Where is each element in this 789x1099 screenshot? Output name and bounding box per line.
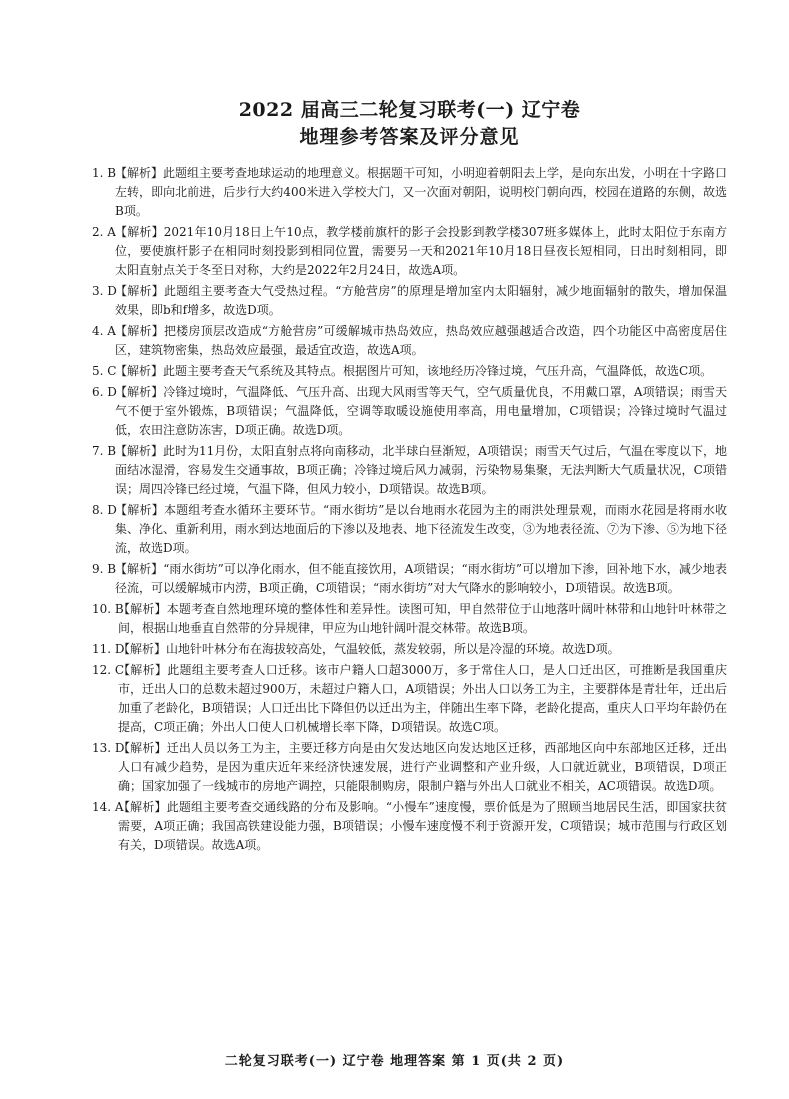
- answer-number: 10. B: [92, 602, 124, 616]
- answer-item-3: [92, 282, 727, 320]
- answer-item-1: [92, 164, 727, 221]
- document-subtitle: 地理参考答案及评分意见: [299, 126, 520, 148]
- answer-text: 【解析】此题组主要考查人口迁移。该市户籍人口超3000万，多于常住人口，是人口迁出区，可推断是我国重庆市，迁出人口的总数未超过900万，未超过户籍人口，A项错误；外出人口以务工为主，主要群体是青壮年，迁出后加重了老龄化，B项错误；人口迁出比下降但仍以迁出为主，伴随出生率下降，老龄化提高，重庆人口平均年龄仍在提高，C项正确；外出人口使人口机械增长率下降，D项错误。故选C项。: [118, 663, 727, 734]
- answer-text: 【解析】冷锋过境时，气温降低、气压升高、出现大风雨雪等天气，空气质量优良，不用戴口罩，A项错误；雨雪天气不便于室外锻炼，B项错误；气温降低，空调等取暖设施使用率高，用电量增加，C项错误；冷锋过境时气温过低，农田注意防冻害，D项正确。故选D项。: [115, 385, 727, 437]
- answer-item-8: [92, 501, 727, 558]
- answer-number: 6. D: [92, 385, 117, 399]
- answer-item-14: [92, 798, 727, 855]
- answer-item-10: [92, 600, 727, 638]
- answer-number: 12. C: [92, 663, 125, 677]
- answer-number: 13. D: [92, 741, 125, 755]
- answer-text: 【解析】此题主要考查天气系统及其特点。根据图片可知，该地经历冷锋过境，气压升高，气温降低，故选C项。: [115, 364, 713, 378]
- answer-list: [92, 164, 727, 855]
- answer-text: 【解析】迁出人员以务工为主，主要迁移方向是由欠发达地区向发达地区迁移，西部地区向中东部地区迁移，迁出人口有减少趋势，是因为重庆近年来经济快速发展，进行产业调整和产业升级，人口就近就业，B项错误，D项正确；国家加强了一线城市的房地产调控，只能限制购房，限制户籍与外出人口就业不相关，AC项错误。故选D项。: [118, 741, 727, 793]
- answer-item-7: [92, 442, 727, 499]
- answer-text: 【解析】此题组主要考查地球运动的地理意义。根据题干可知，小明迎着朝阳去上学，是向东出发，小明在十字路口左转，即向北前进，后步行大约400米进入学校大门，又一次面对朝阳，说明校门朝向西，校园在道路的东侧，故选B项。: [115, 166, 728, 218]
- answer-text: 【解析】2021年10月18日上午10点，教学楼前旗杆的影子会投影到教学楼307班多媒体上，此时太阳位于东南方位，要使旗杆影子在相同时刻投影到相同位置，需要另一天和2021年10月18日昼夜长短相同，日出时刻相同，即太阳直射点关于冬至日对称，大约是2022年2月24日，故选A项。: [115, 225, 727, 277]
- answer-number: 4. A: [92, 324, 116, 338]
- answer-number: 9. B: [92, 562, 117, 576]
- answer-text: 【解析】此时为11月份，太阳直射点将向南移动，北半球白昼渐短，A项错误；雨雪天气过后，气温在零度以下，地面结冰湿滑，容易发生交通事故，B项正确；冷锋过境后风力减弱，污染物易集聚，无法判断大气质量状况，C项错误；周四冷锋已经过境，气温下降，但风力较小，D项错误。故选B项。: [115, 444, 727, 496]
- answer-item-12: [92, 661, 727, 737]
- answer-text: 【解析】本题考查自然地理环境的整体性和差异性。读图可知，甲自然带位于山地落叶阔叶林带和山地针叶林带之间，根据山地垂直自然带的分异规律，甲应为山地针阔叶混交林带。故选B项。: [118, 602, 727, 635]
- answer-item-13: [92, 739, 727, 796]
- answer-text: 【解析】把楼房顶层改造成“方舱营房”可缓解城市热岛效应，热岛效应越强越适合改造，四个功能区中高密度居住区，建筑物密集，热岛效应最强，最适宜改造，故选A项。: [115, 324, 727, 357]
- answer-text: 【解析】“雨水街坊”可以净化雨水，但不能直接饮用，A项错误；“雨水街坊”可以增加下渗，回补地下水，减少地表径流，可以缓解城市内涝，B项正确，C项错误；“雨水街坊”对大气降水的影响较小，D项错误。故选B项。: [115, 562, 727, 595]
- answer-item-11: [92, 640, 727, 659]
- answer-number: 8. D: [92, 503, 117, 517]
- answer-number: 11. D: [92, 642, 125, 656]
- answer-number: 7. B: [92, 444, 117, 458]
- answer-number: 2. A: [92, 225, 116, 239]
- answer-text: 【解析】本题组考查水循环主要环节。“雨水街坊”是以台地雨水花园为主的雨洪处理景观，而雨水花园是将雨水收集、净化、重新利用，雨水到达地面后的下渗以及地表、地下径流发生改变，③为地表径流、⑦为下渗、⑤为地下径流，故选D项。: [115, 503, 728, 555]
- answer-item-2: [92, 223, 727, 280]
- answer-text: 【解析】山地针叶林分布在海拔较高处，气温较低，蒸发较弱，所以是冷湿的环境。故选D项。: [118, 642, 620, 656]
- answer-number: 1. B: [92, 166, 117, 180]
- answer-text: 【解析】此题组主要考查交通线路的分布及影响。“小慢车”速度慢，票价低是为了照顾当地居民生活，即国家扶贫需要，A项正确；我国高铁建设能力强，B项错误；小慢车速度慢不利于资源开发，C项错误；城市范围与行政区划有关，D项错误。故选A项。: [118, 800, 727, 852]
- answer-item-6: [92, 383, 727, 440]
- page-footer: 二轮复习联考(一) 辽宁卷 地理答案 第 1 页(共 2 页): [224, 1054, 565, 1069]
- answer-item-5: [92, 362, 727, 381]
- answer-text: 【解析】此题组主要考查大气受热过程。“方舱营房”的原理是增加室内太阳辐射，减少地面辐射的散失，增加保温效果，即b和f增多，故选D项。: [115, 284, 727, 317]
- document-title: 2022 届高三二轮复习联考(一) 辽宁卷: [238, 99, 581, 121]
- answer-item-4: [92, 322, 727, 360]
- answer-number: 5. C: [92, 364, 117, 378]
- answer-item-9: [92, 560, 727, 598]
- answer-number: 14. A: [92, 800, 124, 814]
- answer-number: 3. D: [92, 284, 117, 298]
